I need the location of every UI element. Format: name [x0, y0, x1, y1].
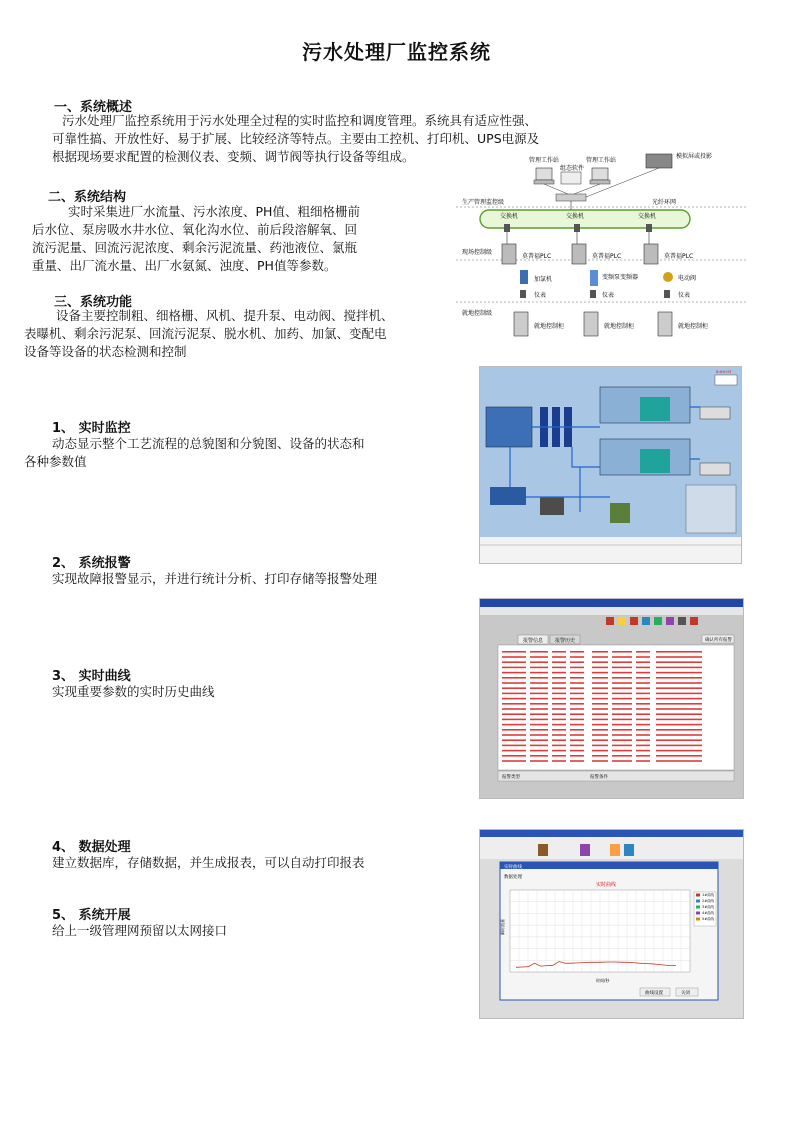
architecture-diagram [456, 150, 746, 350]
alarm-row-text [552, 719, 566, 721]
cabinet-icon [584, 312, 598, 336]
alarm-row-text [592, 667, 608, 669]
alarm-row-text [530, 750, 548, 752]
alarm-row-text [612, 739, 632, 741]
alarm-row-text [502, 682, 526, 684]
alarm-row-text [502, 739, 526, 741]
legend-swatch [696, 906, 700, 909]
alarm-row-text [570, 693, 584, 695]
alarm-row-text [570, 656, 584, 658]
alarm-row-text [612, 698, 632, 700]
alarm-row-text [656, 656, 702, 658]
alarm-row-text [592, 687, 608, 689]
alarm-row-text [530, 739, 548, 741]
alarm-row-text [612, 703, 632, 705]
alarm-row-text [656, 713, 702, 715]
alarm-row-text [502, 667, 526, 669]
alarm-row-text [656, 739, 702, 741]
alarm-row-text [502, 687, 526, 689]
alarm-row-text [570, 729, 584, 731]
alarm-row-text [502, 661, 526, 663]
alarm-row-text [570, 698, 584, 700]
legend-label: 5#曲线 [702, 917, 715, 921]
toolbar-icon [538, 844, 548, 856]
plc-icon [502, 244, 516, 264]
section-structure-line: 实时采集进厂水流量、污水浓度、PH值、粗细格栅前 [68, 204, 360, 219]
titlebar [480, 599, 743, 607]
alarm-row-text [636, 682, 650, 684]
switch-label: 交换机 [638, 213, 657, 220]
vfd-icon [590, 270, 598, 286]
tool-icon [642, 617, 650, 625]
alarm-row-text [612, 677, 632, 679]
alarm-row-text [502, 755, 526, 757]
alarm-row-text [552, 708, 566, 710]
alarm-row-text [656, 734, 702, 736]
legend-swatch [696, 918, 700, 921]
alarm-row-text [592, 698, 608, 700]
alarm-row-text [552, 656, 566, 658]
legend-label: 2#曲线 [702, 899, 715, 903]
alarm-row-text [612, 693, 632, 695]
alarm-row-text [612, 651, 632, 653]
alarm-row-text [612, 667, 632, 669]
alarm-row-text [570, 713, 584, 715]
alarm-row-text [592, 719, 608, 721]
alarm-row-text [570, 703, 584, 705]
alarm-row-text [552, 698, 566, 700]
alarm-row-text [612, 719, 632, 721]
alarm-footer-mid: 报警条件 [590, 775, 608, 780]
trend-screenshot [479, 829, 744, 1019]
alarm-row-text [636, 750, 650, 752]
ws2-label: 管理工作站 [586, 157, 617, 164]
alarm-row-text [636, 739, 650, 741]
plc-icon [572, 244, 586, 264]
alarm-row-text [612, 734, 632, 736]
alarm-row-text [636, 703, 650, 705]
alarm-row-text [530, 687, 548, 689]
vfd-label: 变频泵变频器 [602, 274, 639, 281]
instrument-icon [664, 290, 670, 298]
section-structure-line: 流污泥量、回流污泥浓度、剩余污泥流量、药池液位、氯瓶 [32, 240, 358, 255]
alarm-row-text [570, 724, 584, 726]
section-structure-line: 后水位、泵房吸水井水位、氧化沟水位、前后段溶解氧、回 [32, 222, 358, 237]
alarm-screenshot [479, 598, 744, 799]
alarm-row-text [636, 760, 650, 762]
alarm-row-text [530, 729, 548, 731]
alarm-row-text [530, 693, 548, 695]
toolbar-icon [624, 844, 634, 856]
tool-icon [654, 617, 662, 625]
section-structure-line: 重量、出厂流水量、出厂水氨氮、浊度、PH值等参数。 [32, 258, 337, 273]
alarm-row-text [570, 687, 584, 689]
alarm-row-text [530, 719, 548, 721]
alarm-row-text [636, 667, 650, 669]
tool-icon [678, 617, 686, 625]
alarm-row-text [612, 760, 632, 762]
alarm-row-text [502, 713, 526, 715]
screen-tank-icon [486, 407, 532, 447]
switch-icon [504, 224, 510, 232]
alarm-row-text [592, 760, 608, 762]
cabinet-label: 就地控制柜 [534, 323, 565, 330]
alarm-row-text [570, 682, 584, 684]
instrument-icon [590, 290, 596, 298]
alarm-row-text [552, 703, 566, 705]
alarm-row-text [592, 672, 608, 674]
feature-expand-heading: 5、 系统开展 [52, 908, 131, 923]
alarm-row-text [502, 656, 526, 658]
section-structure-heading: 二、系统结构 [48, 190, 127, 205]
config-software-label: 组态软件 [560, 165, 585, 172]
alarm-tab-label: 报警历史 [555, 638, 576, 644]
alarm-row-text [570, 667, 584, 669]
section-overview-line: 污水处理厂监控系统用于污水处理全过程的实时监控和调度管理。系统具有适应性强、 [62, 113, 538, 128]
legend-label: 3#曲线 [702, 905, 715, 909]
alarm-row-text [612, 724, 632, 726]
instrument-label: 仪表 [534, 292, 547, 299]
process-screenshot [479, 366, 742, 564]
alarm-row-text [656, 693, 702, 695]
alarm-row-text [656, 729, 702, 731]
alarm-row-text [592, 661, 608, 663]
core-switch-icon [556, 194, 586, 201]
tool-icon [618, 617, 626, 625]
alarm-row-text [592, 651, 608, 653]
toolbar-icon [610, 844, 620, 856]
tool-icon [630, 617, 638, 625]
alarm-row-text [612, 682, 632, 684]
dosing-label: 加氯机 [534, 276, 553, 283]
alarm-row-text [552, 734, 566, 736]
alarm-row-text [530, 656, 548, 658]
alarm-row-text [530, 708, 548, 710]
chart-title: 实时曲线 [596, 882, 617, 888]
feature-monitor-heading: 1、 实时监控 [52, 421, 131, 436]
alarm-row-text [570, 760, 584, 762]
alarm-row-text [656, 687, 702, 689]
alarm-row-text [592, 677, 608, 679]
alarm-row-text [592, 729, 608, 731]
dosing-icon [520, 270, 528, 284]
alarm-row-text [656, 651, 702, 653]
alarm-row-text [656, 672, 702, 674]
plc-label: 莫普福PLC [664, 253, 694, 260]
alarm-row-text [552, 677, 566, 679]
mgmt-level-label: 生产管理监控级 [462, 199, 505, 206]
alarm-row-text [570, 651, 584, 653]
close-button-label: 关闭 [681, 991, 690, 996]
workstation-icon [536, 168, 552, 180]
tool-icon [606, 617, 614, 625]
alarm-row-text [636, 724, 650, 726]
alarm-row-text [502, 760, 526, 762]
screen-label: 模拟屏或投影 [676, 153, 713, 160]
alarm-row-text [570, 661, 584, 663]
feature-monitor-line: 动态显示整个工艺流程的总貌图和分貌图、设备的状态和 [52, 436, 365, 451]
alarm-row-text [502, 729, 526, 731]
alarm-row-text [636, 708, 650, 710]
alarm-row-text [656, 719, 702, 721]
settings-button-label: 曲线设置 [645, 991, 663, 996]
x-axis-label: 时间/秒 [596, 978, 610, 983]
feature-alarm-line: 实现故障报警显示，并进行统计分析、打印存储等报警处理 [52, 571, 378, 586]
alarm-row-text [552, 672, 566, 674]
alarm-row-text [636, 672, 650, 674]
alarm-row-text [502, 672, 526, 674]
alarm-row-text [612, 687, 632, 689]
alarm-row-text [656, 698, 702, 700]
alarm-row-text [636, 651, 650, 653]
section-function-line: 表曝机、剩余污泥泵、回流污泥泵、脱水机、加药、加氯、变配电 [24, 326, 387, 341]
alarm-row-text [502, 719, 526, 721]
alarm-row-text [612, 656, 632, 658]
alarm-row-text [656, 677, 702, 679]
alarm-row-text [530, 724, 548, 726]
ack-button-label: 确认所有报警 [705, 638, 732, 643]
alarm-row-text [502, 724, 526, 726]
alarm-row-text [612, 729, 632, 731]
instrument-icon [520, 290, 526, 298]
feature-alarm-heading: 2、 系统报警 [52, 556, 131, 571]
alarm-row-text [530, 667, 548, 669]
alarm-row-text [636, 698, 650, 700]
legend-swatch [696, 912, 700, 915]
trend-window-title: 实时曲线 [504, 865, 522, 870]
instrument-label: 仪表 [602, 292, 615, 299]
valve-label: 电动阀 [678, 275, 697, 282]
alarm-row-text [502, 698, 526, 700]
cabinet-label: 就地控制柜 [678, 323, 709, 330]
plc-icon [644, 244, 658, 264]
alarm-row-text [530, 755, 548, 757]
alarm-row-text [592, 656, 608, 658]
feature-data-heading: 4、 数据处理 [52, 840, 131, 855]
alarm-row-text [552, 687, 566, 689]
alarm-row-text [552, 729, 566, 731]
alarm-row-text [656, 661, 702, 663]
alarm-row-text [552, 760, 566, 762]
alarm-row-text [552, 693, 566, 695]
feature-expand-line: 给上一级管理网预留以太网接口 [52, 923, 228, 938]
alarm-row-text [656, 755, 702, 757]
alarm-row-text [656, 708, 702, 710]
section-overview-line: 根据现场要求配置的检测仪表、变频、调节阀等执行设备等组成。 [52, 149, 415, 164]
alarm-row-text [612, 708, 632, 710]
alarm-row-text [530, 677, 548, 679]
alarm-row-text [552, 739, 566, 741]
alarm-row-text [570, 750, 584, 752]
alarm-row-text [592, 693, 608, 695]
alarm-row-text [656, 750, 702, 752]
alarm-row-text [656, 760, 702, 762]
alarm-row-text [530, 713, 548, 715]
alarm-row-text [656, 745, 702, 747]
alarm-row-text [592, 682, 608, 684]
alarm-row-text [656, 667, 702, 669]
alarm-row-text [502, 745, 526, 747]
screen-tank-icon [490, 487, 526, 505]
alarm-row-text [636, 713, 650, 715]
alarm-row-text [552, 661, 566, 663]
feature-monitor-line: 各种参数值 [24, 454, 87, 469]
alarm-row-text [552, 651, 566, 653]
alarm-row-text [612, 713, 632, 715]
alarm-row-text [592, 708, 608, 710]
alarm-row-text [570, 677, 584, 679]
alarm-row-text [502, 750, 526, 752]
legend-swatch [696, 900, 700, 903]
alarm-row-text [592, 703, 608, 705]
y-axis-label: 瞬时流量 [500, 919, 505, 935]
alarm-row-text [592, 724, 608, 726]
alarm-row-text [636, 661, 650, 663]
alarm-row-text [552, 667, 566, 669]
alarm-row-text [592, 745, 608, 747]
alarm-row-text [656, 682, 702, 684]
titlebar [480, 830, 743, 837]
alarm-row-text [612, 661, 632, 663]
alarm-row-text [552, 750, 566, 752]
alarm-row-text [502, 703, 526, 705]
alarm-row-text [502, 677, 526, 679]
alarm-row-text [636, 729, 650, 731]
alarm-row-text [552, 713, 566, 715]
alarm-row-text [530, 651, 548, 653]
alarm-row-text [530, 703, 548, 705]
section-function-line: 设备等设备的状态检测和控制 [24, 344, 187, 359]
alarm-row-text [636, 734, 650, 736]
alarm-row-text [530, 672, 548, 674]
toolbar-icon [580, 844, 590, 856]
alarm-row-text [502, 693, 526, 695]
alarm-row-text [570, 672, 584, 674]
alarm-row-text [656, 703, 702, 705]
alarm-row-text [502, 734, 526, 736]
feature-trend-line: 实现重要参数的实时历史曲线 [52, 684, 215, 699]
switch-icon [646, 224, 652, 232]
alarm-tab-label: 报警信息 [523, 638, 544, 644]
alarm-row-text [552, 755, 566, 757]
feature-trend-heading: 3、 实时曲线 [52, 669, 131, 684]
page-title: 污水处理厂监控系统 [302, 40, 491, 64]
server-icon [561, 172, 581, 184]
legend-label: 4#曲线 [702, 911, 715, 915]
site-level-label: 现场控制级 [462, 249, 493, 256]
plc-label: 莫普福PLC [522, 253, 552, 260]
svg-text:8:00:01: 8:00:01 [716, 369, 732, 374]
alarm-row-text [592, 713, 608, 715]
alarm-row-text [612, 745, 632, 747]
instrument-label: 仪表 [678, 292, 691, 299]
alarm-row-text [502, 651, 526, 653]
alarm-row-text [530, 760, 548, 762]
tool-icon [690, 617, 698, 625]
alarm-row-text [636, 755, 650, 757]
alarm-row-text [552, 745, 566, 747]
alarm-row-text [636, 693, 650, 695]
section-overview-line: 可靠性搞、开放性好、易于扩展、比较经济等特点。主要由工控机、打印机、UPS电源及 [52, 131, 540, 146]
alarm-row-text [552, 682, 566, 684]
section-overview-heading: 一、系统概述 [54, 100, 133, 115]
legend-swatch [696, 894, 700, 897]
alarm-row-text [592, 739, 608, 741]
projector-icon [646, 154, 672, 168]
alarm-row-text [636, 745, 650, 747]
tool-icon [666, 617, 674, 625]
switch-icon [574, 224, 580, 232]
feature-data-line: 建立数据库，存储数据，并生成报表，可以自动打印报表 [52, 855, 365, 870]
fiber-ring-label: 光纤环网 [652, 199, 677, 206]
alarm-row-text [552, 724, 566, 726]
alarm-row-text [530, 734, 548, 736]
ws1-label: 管理工作站 [529, 157, 560, 164]
alarm-row-text [570, 739, 584, 741]
alarm-row-text [570, 719, 584, 721]
alarm-row-text [612, 755, 632, 757]
alarm-row-text [570, 745, 584, 747]
alarm-row-text [656, 724, 702, 726]
alarm-row-text [530, 745, 548, 747]
plc-label: 莫普福PLC [592, 253, 622, 260]
alarm-row-text [530, 698, 548, 700]
alarm-row-text [502, 708, 526, 710]
alarm-footer-left: 报警类型 [502, 775, 520, 780]
workstation-icon [592, 168, 608, 180]
alarm-row-text [636, 687, 650, 689]
cabinet-icon [514, 312, 528, 336]
alarm-row-text [612, 672, 632, 674]
alarm-row-text [570, 755, 584, 757]
switch-label: 交换机 [500, 213, 519, 220]
alarm-row-text [612, 750, 632, 752]
alarm-row-text [570, 734, 584, 736]
alarm-row-text [592, 734, 608, 736]
alarm-row-text [636, 656, 650, 658]
alarm-row-text [530, 661, 548, 663]
section-function-heading: 三、系统功能 [54, 295, 133, 310]
field-level-label: 就地控制级 [462, 310, 493, 317]
alarm-row-text [570, 708, 584, 710]
alarm-row-text [636, 677, 650, 679]
legend-label: 1#曲线 [702, 893, 715, 897]
trend-tab[interactable]: 数据处理 [504, 875, 522, 880]
cabinet-icon [658, 312, 672, 336]
section-function-line: 设备主要控制粗、细格栅、风机、提升泵、电动阀、搅拌机、 [56, 308, 394, 323]
valve-icon [663, 272, 673, 282]
cabinet-label: 就地控制柜 [604, 323, 635, 330]
alarm-row-text [530, 682, 548, 684]
alarm-row-text [636, 719, 650, 721]
switch-label: 交换机 [566, 213, 585, 220]
alarm-row-text [592, 750, 608, 752]
alarm-row-text [592, 755, 608, 757]
